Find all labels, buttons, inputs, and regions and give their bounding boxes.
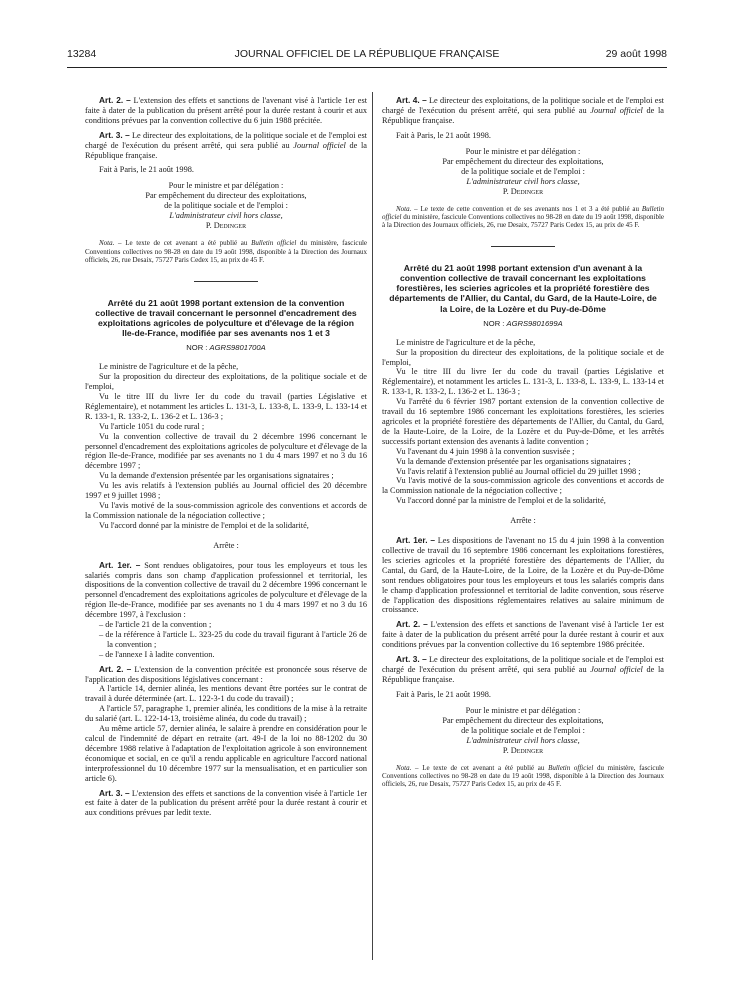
article-label: Art. 3. – <box>99 787 130 798</box>
nota: Nota. – Le texte de cet avenant a été publié au Bulletin officiel du ministère, fascicule Conventions collectives no 98-28 en date du 19 août 1998, disponible à la Direction des Journaux officiels, 26, rue Desaix, 75727 Paris Cedex 15, au prix de 45 F. <box>382 763 665 789</box>
visa: Le ministre de l'agriculture et de la pêche, <box>396 337 536 347</box>
journal-title: JOURNAL OFFICIEL DE LA RÉPUBLIQUE FRANÇAISE <box>234 48 500 60</box>
reserve-paragraph: A l'article 57, paragraphe 1, premier alinéa, les conditions de la mise à la retraite du salarié (art. L. 122-14-13, troisième alinéa, du code du travail) ; <box>85 704 367 724</box>
column-divider <box>372 92 373 960</box>
visa: Vu l'avis motivé de la sous-commission agricole des conventions et accords de la Commission nationale de la négociation collective ; <box>382 476 664 496</box>
fait-a-paris: Fait à Paris, le 21 août 1998. <box>396 130 491 140</box>
signatory: P. Dedinger <box>205 221 247 231</box>
visa: Le ministre de l'agriculture et de la pêche, <box>99 362 239 372</box>
article-2: Art. 2. – L'extension des effets et sanctions de l'avenant visé à l'article 1er est faite à dater de la publication du présent arrêté pour la durée restant à courir et aux conditions prévues par la convention collective du 6 juin 1988 précitée. <box>85 95 367 125</box>
visa: Vu la demande d'extension présentée par les organisations signataires ; <box>396 456 631 466</box>
reserve-paragraph: Au même article 57, dernier alinéa, le salaire à prendre en considération pour le calcul de l'indemnité de départ en retraite (art. 49-I de la loi no 88-1202 du 30 décembre 1988 relative à l'adaptation de l'exploitation agricole à son environnement économique et social, en ce qu'il a rendu applicable en agriculture l'accord national interprofessionnel du 10 décembre 1977 sur la mensualisation, et en particulier son article 6). <box>85 724 367 783</box>
article-4: Art. 4. – Le directeur des exploitations, de la politique sociale et de l'emploi est chargé de l'exécution du présent arrêté, qui sera publié au Journal officiel de la République française. <box>382 95 664 125</box>
nor-reference: NOR : AGRS9801700A <box>186 343 266 353</box>
article-label: Art. 3. – <box>396 654 427 665</box>
visa: Vu l'avis relatif à l'extension publié au Journal officiel du 29 juillet 1998 ; <box>396 466 641 476</box>
article-2: Art. 2. – L'extension des effets et sanctions de l'avenant visé à l'article 1er est faite à dater de la publication du présent arrêté pour la durée restant à courir et aux conditions prévues par la convention collective du 16 septembre 1986 précitée. <box>382 619 664 650</box>
visa: Sur la proposition du directeur des exploitations, de la politique sociale et de l'emploi, <box>382 347 664 367</box>
article-label: Art. 2. – <box>396 619 428 630</box>
article-label: Art. 3. – <box>99 129 130 140</box>
article-1: Art. 1er. – Sont rendues obligatoires, pour tous les employeurs et tous les salariés compris dans son champ d'application professionnel et territorial, les dispositions de la convention collective de travail du 2 décembre 1996 concernant le personnel d'encadrement des exploitations agricoles de polyculture et d'élevage de la région Ile-de-France, modifiée par ses avenants no 1 du 4 mars 1997 et no 3 du 16 décembre 1997, à l'exclusion : <box>85 559 368 620</box>
article-label: Art. 1er. – <box>396 535 436 546</box>
article-label: Art. 4. – <box>396 95 427 105</box>
signatory: P. Dedinger <box>502 745 544 755</box>
visa: Vu les avis relatifs à l'extension publiés au Journal officiel des 20 décembre 1997 et 9 juillet 1998 ; <box>85 481 367 501</box>
article-3b: Art. 3. – L'extension des effets et sanctions de la convention visée à l'article 1er est faite à dater de la publication du présent arrêté pour la durée restant à courir et aux conditions prévues par ledit texte. <box>85 787 367 818</box>
decree-title: Arrêté du 21 août 1998 portant extension d'un avenant à la convention collective de travail concernant les exploitations forestières, les scieries agricoles et la propriété forestière des départements de l'Allier, du Cantal, du Gard, de la Haute-Loire, de la Loire, de la Lozère et du Puy-de-Dôme <box>389 262 657 314</box>
article-label: Art. 2. – <box>99 95 131 105</box>
exclusion-item: – de la référence à l'article L. 323-25 du code du travail figurant à l'article 26 de la convention ; <box>99 629 367 649</box>
header-rule <box>67 67 667 68</box>
visa: Sur la proposition du directeur des exploitations, de la politique sociale et de l'emploi, <box>85 372 367 392</box>
nota: Nota. – Le texte de cet avenant a été publié au Bulletin officiel du ministère, fascicule Conventions collectives no 98-28 en date du 19 août 1998, disponible à la Direction des Journaux officiels, 26, rue Desaix, 75727 Paris Cedex 15, au prix de 45 F. <box>85 239 368 265</box>
visa: Vu l'accord donné par la ministre de l'emploi et de la solidarité, <box>99 520 309 530</box>
article-label: Art. 2. – <box>99 663 132 674</box>
page-number: 13284 <box>67 48 97 60</box>
visa: Vu l'accord donné par la ministre de l'emploi et de la solidarité, <box>396 496 606 506</box>
visa: Vu l'avenant du 4 juin 1998 à la convention susvisée ; <box>396 446 575 456</box>
article-2b: Art. 2. – L'extension de la convention précitée est prononcée sous réserve de l'application des dispositions législatives concernant : <box>85 663 368 684</box>
signature-block: Pour le ministre et par délégation : Par empêchement du directeur des exploitations, de la politique sociale et de l'emploi : L'administrateur civil hors classe, P. Dedinger <box>382 147 664 197</box>
visa: Vu le titre III du livre Ier du code du travail (parties Législative et Réglementaire), et notamment les articles L. 131-3, L. 133-8, L. 133-9, L. 133-14 et R. 133-1, R. 133-2, L. 136-2 et L. 136-3 ; <box>382 367 664 397</box>
fait-a-paris: Fait à Paris, le 21 août 1998. <box>396 689 491 699</box>
article-label: Art. 1er. – <box>99 559 141 570</box>
reserve-paragraph: A l'article 14, dernier alinéa, les mentions devant être portées sur le contrat de travail à durée déterminée (art. L. 122-3-1 du code du travail) ; <box>85 684 367 704</box>
exclusion-item: – de l'article 21 de la convention ; <box>99 620 212 630</box>
signatory: P. Dedinger <box>502 186 544 196</box>
section-separator <box>491 246 555 247</box>
page-header <box>67 48 667 64</box>
arrete-heading: Arrête : <box>213 540 239 550</box>
exclusion-item: – de l'annexe I à ladite convention. <box>99 649 215 659</box>
visa: Vu l'arrêté du 6 février 1987 portant extension de la convention collective de travail du 16 septembre 1986 concernant les exploitations forestières, les scieries agricoles et la propriété forestière des départements de l'Allier, du Cantal, du Gard, de la Haute-Loire, de la Loire, de la Lozère et du Puy-de-Dôme, et les arrêtés successifs portant extension des avenants à ladite convention ; <box>382 397 664 446</box>
visa: Vu la demande d'extension présentée par les organisations signataires ; <box>99 471 334 481</box>
article-3: Art. 3. – Le directeur des exploitations, de la politique sociale et de l'emploi est chargé de l'exécution du présent arrêté, qui sera publié au Journal officiel de la République française. <box>85 129 367 160</box>
fait-a-paris: Fait à Paris, le 21 août 1998. <box>99 165 194 175</box>
article-1: Art. 1er. – Les dispositions de l'avenant no 15 du 4 juin 1998 à la convention collective de travail du 16 septembre 1986 concernant les exploitations forestières, les scieries agricoles et la propriété forestière des départements de l'Allier, du Cantal, du Gard, de la Haute-Loire, de la Loire, de la Lozère et du Puy-de-Dôme sont rendues obligatoires pour tous les employeurs et tous les salariés compris dans le champ d'application professionnel et territorial de ladite convention, sous réserve de l'application des dispositions réglementaires relatives au salaire minimum de croissance. <box>382 535 664 615</box>
nota: Nota. – Le texte de cette convention et de ses avenants nos 1 et 3 a été publié au Bulletin officiel du ministère, fascicule Conventions collectives no 98-28 en date du 19 août 1998, disponible à la Direction des Journaux officiels, 26, rue Desaix, 75727 Paris Cedex 15, au prix de 45 F. <box>382 204 665 230</box>
signature-block: Pour le ministre et par délégation : Par empêchement du directeur des exploitations, de la politique sociale et de l'emploi : L'administrateur civil hors classe, P. Dedinger <box>85 181 367 231</box>
issue-date: 29 août 1998 <box>605 48 667 60</box>
signature-block: Pour le ministre et par délégation : Par empêchement du directeur des exploitations, de la politique sociale et de l'emploi : L'administrateur civil hors classe, P. Dedinger <box>382 706 664 756</box>
visa: Vu l'avis motivé de la sous-commission agricole des conventions et accords de la Commission nationale de la négociation collective ; <box>85 500 367 520</box>
visa: Vu l'article 1051 du code rural ; <box>99 421 205 431</box>
nor-reference: NOR : AGRS9801699A <box>483 318 563 328</box>
left-column <box>85 96 367 818</box>
arrete-heading: Arrête : <box>510 516 536 526</box>
visa: Vu le titre III du livre Ier du code du travail (parties Législative et Réglementaire), et notamment les articles L. 131-3, L. 133-8, L. 133-9, L. 133-14 et R. 133-1, R. 133-2, L. 136-2 et L. 136-3 ; <box>85 392 367 421</box>
section-separator <box>194 281 258 282</box>
decree-title: Arrêté du 21 août 1998 portant extension de la convention collective de travail concernant le personnel d'encadrement des exploitations agricoles de polyculture et d'élevage de la région Ile-de-France, modifiée par ses avenants nos 1 et 3 <box>95 297 357 339</box>
visa: Vu la convention collective de travail du 2 décembre 1996 concernant le personnel d'encadrement des exploitations agricoles de polyculture et d'élevage de la région Ile-de-France, modifiée par ses avenants no 1 du 4 mars 1997 et no 3 du 16 décembre 1997 ; <box>85 431 367 471</box>
article-3: Art. 3. – Le directeur des exploitations, de la politique sociale et de l'emploi est chargé de l'exécution du présent arrêté, qui sera publié au Journal officiel de la République française. <box>382 654 664 684</box>
right-column <box>382 96 664 789</box>
